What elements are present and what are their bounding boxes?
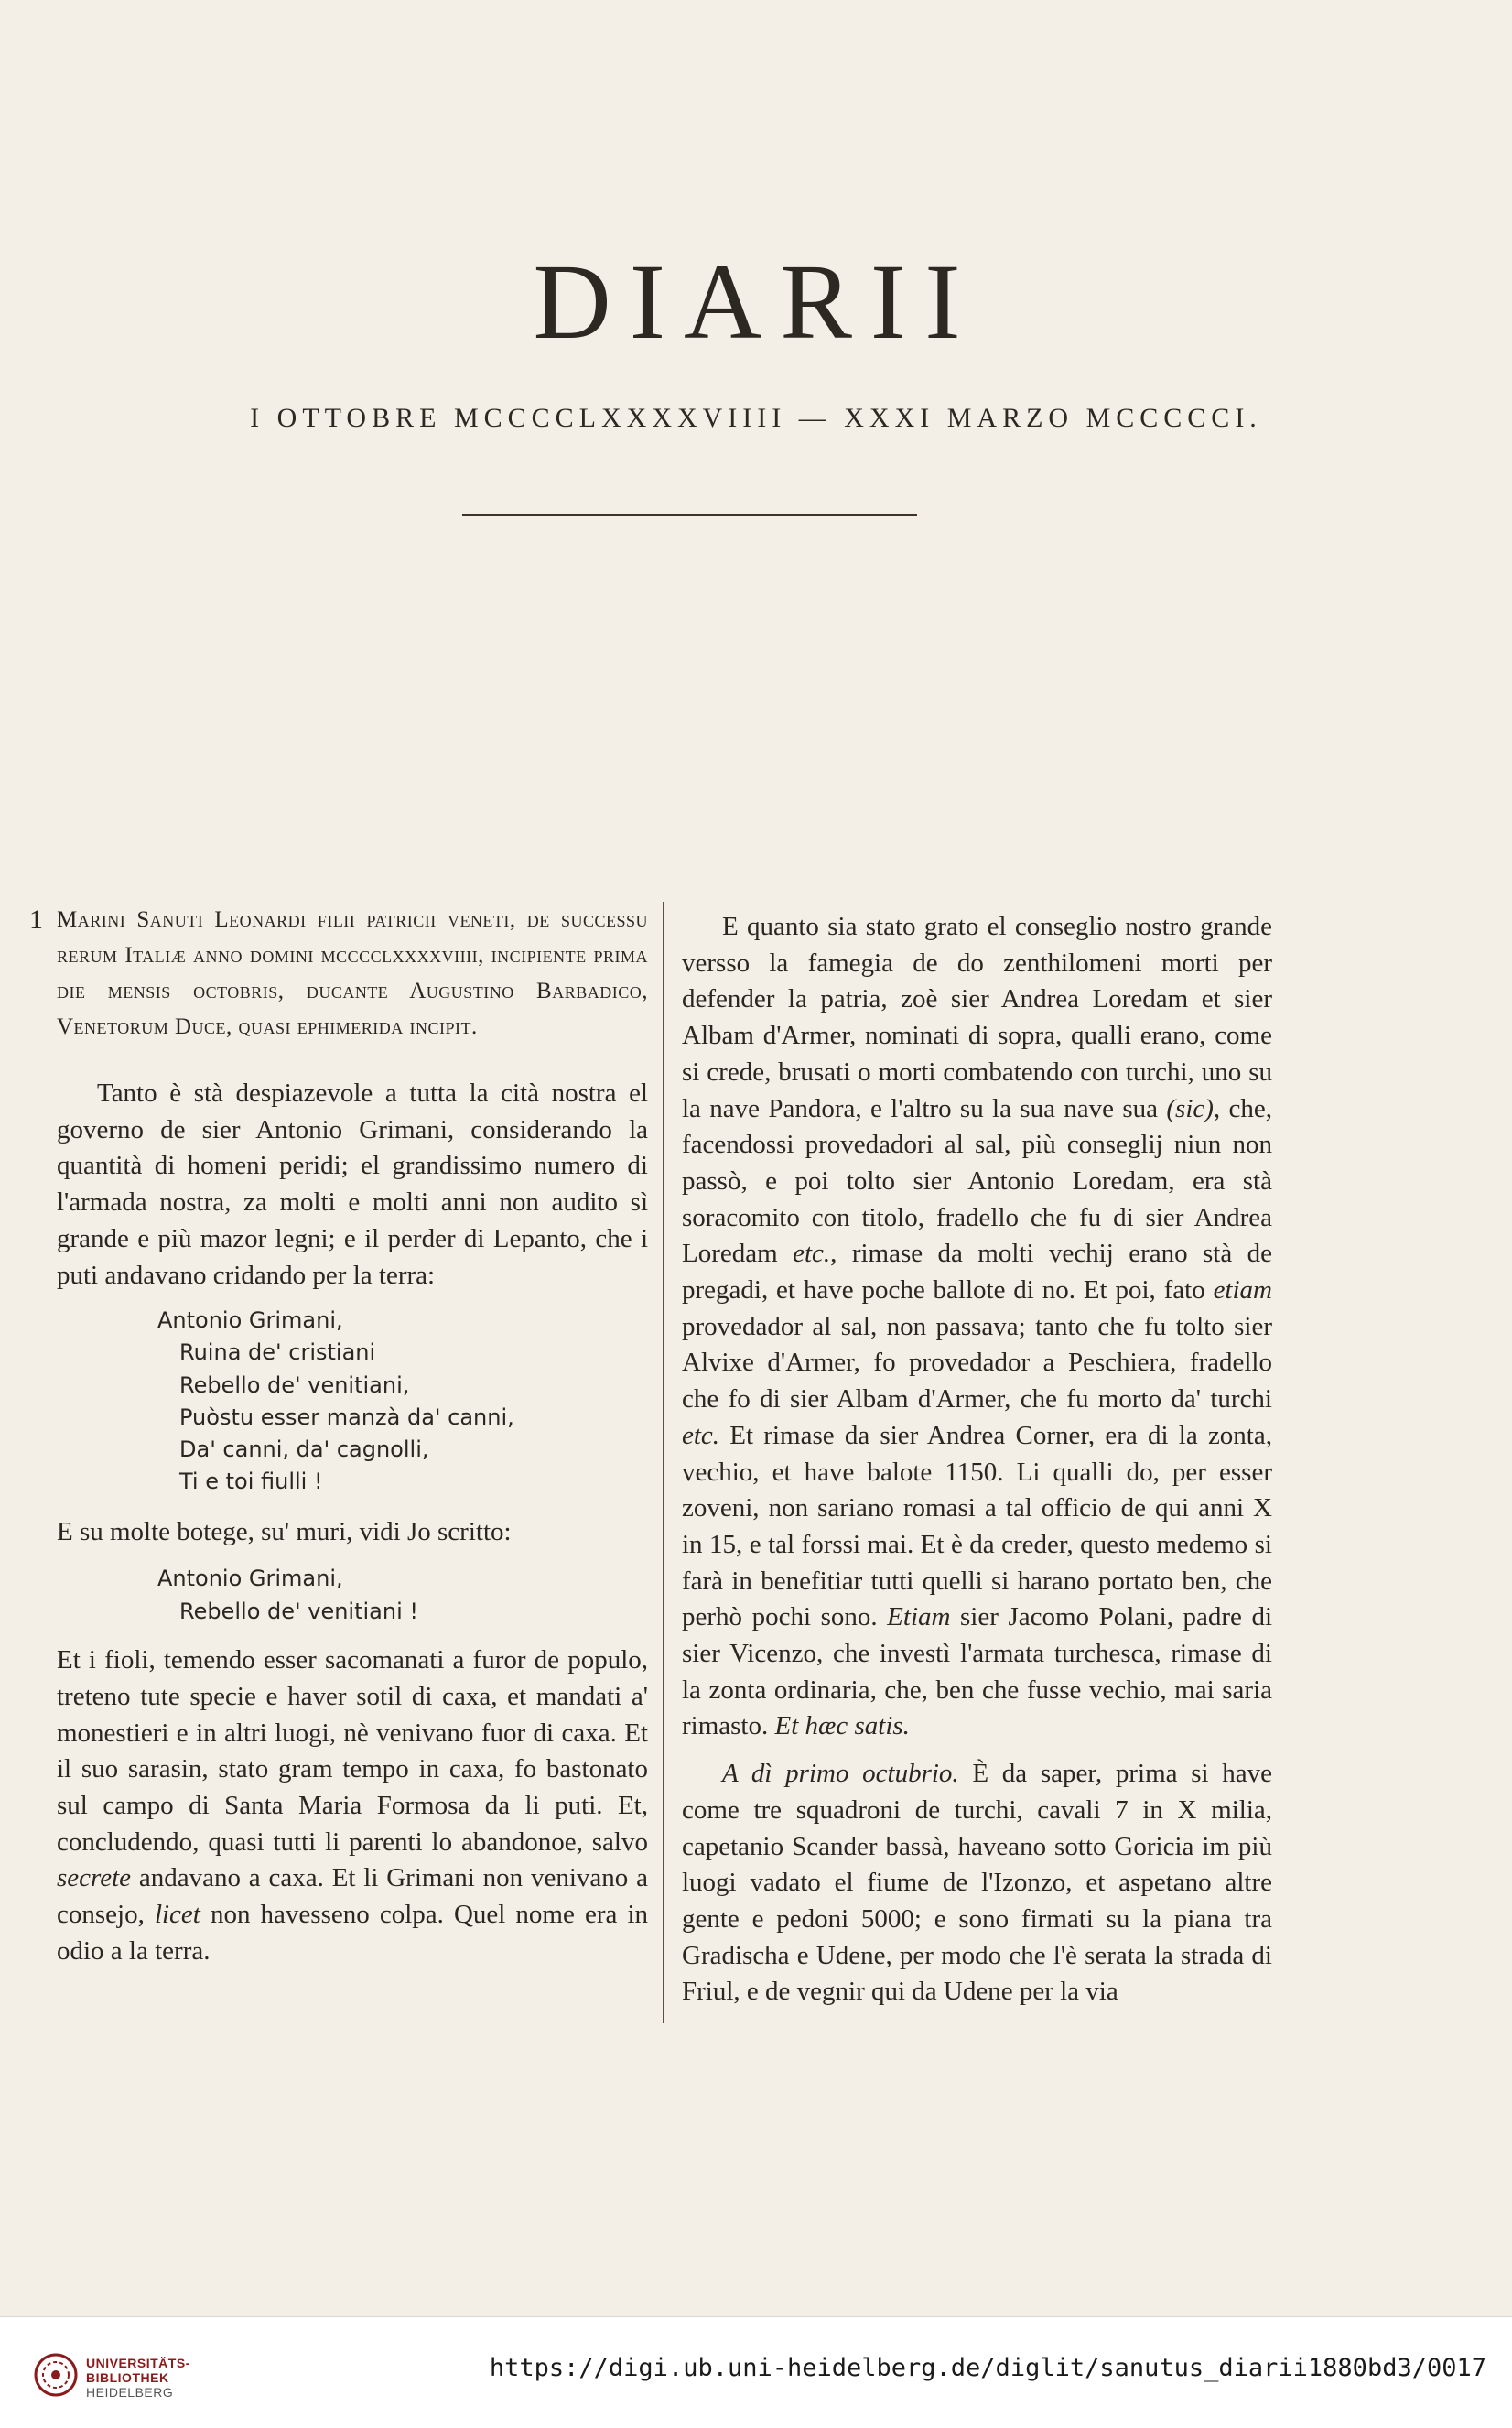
italic-run: etiam xyxy=(1213,1275,1272,1306)
logo-line: UNIVERSITÄTS- xyxy=(86,2356,190,2370)
left-column xyxy=(29,902,648,1980)
text-run: , che, facendossi provedadori al sal, più conseglij niun non passò, e poi tolto sier Antonio Loredam, era stà soracomito con titolo, fradello che fu di sier Andrea Loredam xyxy=(682,1093,1273,1269)
italic-run: etc. xyxy=(682,1420,720,1450)
italic-run: secrete xyxy=(57,1863,132,1893)
verse-line: Puòstu esser manzà da' canni, xyxy=(179,1404,514,1430)
text-run: E quanto sia stato grato el conseglio nostro grande versso la famegia de do zenthilomeni morti per defender la patria, zoè sier Andrea Loredam et sier Albam d'Armer, nominati di sopra, qualli erano, come si crede, brusati o morti combatendo con turchi, uno su la nave Pandora, e l'altro su la sua nave sua xyxy=(682,912,1272,1123)
text-run: provedador al sal, non passava; tanto che fu tolto sier Alvixe d'Armer, fo provedador a Peschiera, fradello che fo di sier Albam d'Armer, che fu morto da' turchi xyxy=(682,1311,1272,1415)
library-logo-text xyxy=(86,2356,190,2400)
logo-line: BIBLIOTHEK xyxy=(86,2370,169,2385)
verse-line: Ti e toi fiulli ! xyxy=(179,1469,323,1495)
section-heading xyxy=(29,902,648,1045)
text-run: sier Jacomo Polani, padre di sier Vicenzo, che investì l'armata turchesca, rimase di la zonta ordinaria, che, ben che fusse vechio, mai saria rimasto. xyxy=(682,1602,1273,1741)
right-column xyxy=(682,909,1272,2022)
permalink-url[interactable]: https://digi.ub.uni-heidelberg.de/diglit/sanutus_diarii1880bd3/0017 xyxy=(489,2354,1486,2382)
heading-number: 1 xyxy=(29,905,44,935)
text-run: andavano a caxa. Et li Grimani non venivano a consejo, xyxy=(57,1863,648,1930)
verse-line: Ruina de' cristiani xyxy=(179,1339,376,1366)
italic-run: (sic) xyxy=(1166,1093,1214,1123)
text-run: Et rimase da sier Andrea Corner, era di la zonta, vechio, et have balote 1150. Li qualli do, per esser zoveni, non sariano romasi a tal officio de qui anni X in 15, e tal forssi mai. Et è da creder, questo medemo si farà in benefitiar tutti quelli si harano portato ben, che perhò pochi sono. xyxy=(682,1420,1272,1632)
italic-run: etc. xyxy=(793,1239,831,1269)
verse-line: Antonio Grimani, xyxy=(157,1566,343,1592)
italic-run: A dì primo octubrio. xyxy=(722,1759,959,1789)
paragraph: Tanto è stà despiazevole a tutta la cità nostra el governo de sier Antonio Grimani, considerando la quantità di homeni peridi; el grandissimo numero di l'armada nostra, za molti e molti anni non audito sì grande e più mazor legni; e il perder di Lepanto, che i puti andavano cridando per la terra: xyxy=(57,1079,648,1290)
italic-run: Etiam xyxy=(887,1602,951,1632)
logo-line: HEIDELBERG xyxy=(86,2385,174,2400)
paragraph xyxy=(682,909,1272,1745)
text-run: È da saper, prima si have come tre squadroni de turchi, cavali 7 in X milia, capetanio Scander bassà, haveano sotto Goricia im più luogi vadato el fiume de l'Izonzo, et aspetano altre gente e pedoni 5000; e sono firmati su la piana tra Gradischa e Udene, per modo che l'è serata la strada di Friul, e de vegnir qui da Udene per la via xyxy=(682,1759,1273,2007)
italic-run: licet xyxy=(154,1900,200,1930)
paragraph xyxy=(57,1642,648,1969)
italic-run: Et hæc satis. xyxy=(774,1711,910,1741)
title-rule xyxy=(462,514,917,516)
column-divider xyxy=(663,902,664,2023)
date-range-subtitle: I OTTOBRE MCCCCLXXXXVIIII — XXXI MARZO MCCCCCI. xyxy=(250,403,1262,433)
heading-text: Marini Sanuti Leonardi filii patricii veneti, de successu rerum Italiæ anno domini mcccclxxxxviiii, incipiente prima die mensis octobris, ducante Augustino Barbadico, Venetorum Duce, quasi ephimerida incipit. xyxy=(57,907,648,1039)
text-run: non havesseno colpa. Quel nome era in odio a la terra. xyxy=(57,1900,648,1966)
verse-block xyxy=(157,1562,648,1628)
paragraph xyxy=(682,1756,1272,2011)
verse-line: Antonio Grimani, xyxy=(157,1307,343,1334)
verse-block xyxy=(157,1305,648,1498)
page-title: DIARII xyxy=(533,242,979,362)
text-run: Et i fioli, temendo esser sacomanati a furor de populo, treteno tute specie e haver sotil di caxa, et mandati a' monestieri e in altri luogi, nè venivano fuor di caxa. Et il suo sarasin, stato gram tempo in caxa, fo bastonato sul campo di Santa Maria Formosa da li puti. Et, concludendo, quasi tutti li parenti lo abandonoe, salvo xyxy=(57,1645,648,1857)
text-run: , rimase da molti vechij erano stà de pregadi, et have poche ballote di no. Et poi, fato xyxy=(682,1239,1273,1306)
viewer-footer xyxy=(0,2316,1512,2428)
verse-line: Rebello de' venitiani, xyxy=(179,1371,410,1398)
verse-line: Rebello de' venitiani ! xyxy=(179,1599,418,1625)
paragraph: E su molte botege, su' muri, vidi Jo scritto: xyxy=(57,1517,512,1547)
verse-line: Da' canni, da' cagnolli, xyxy=(179,1436,429,1463)
university-logo-icon xyxy=(33,2352,79,2398)
